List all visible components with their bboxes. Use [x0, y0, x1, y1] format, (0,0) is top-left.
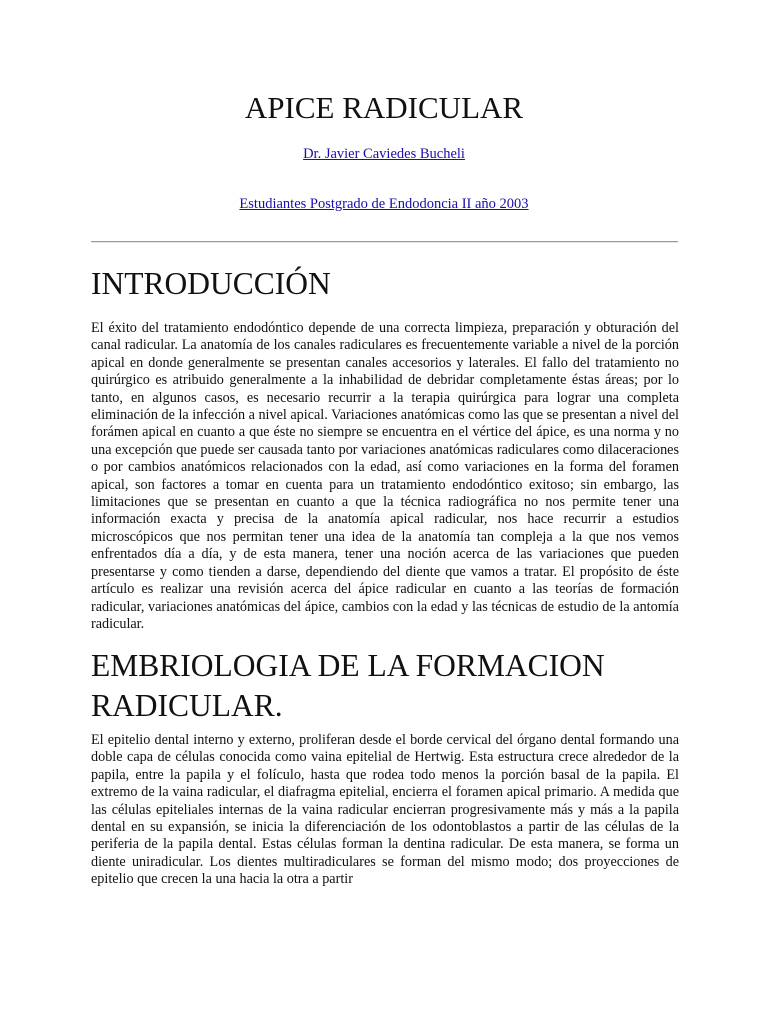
horizontal-divider [91, 241, 678, 243]
section-heading-embriologia: EMBRIOLOGIA DE LA FORMACION RADICULAR. [91, 648, 605, 723]
affiliation-line [0, 195, 768, 213]
section-heading-introduccion: INTRODUCCIÓN [91, 266, 331, 301]
section-paragraph-introduccion: El éxito del tratamiento endodóntico depende de una correcta limpieza, preparación y obturación del canal radicular. La anatomía de los canales radiculares es frecuentemente variable a nivel de la porción apical en donde generalmente se presentan canales accesorios y laterales. El fallo del tratamiento no quirúrgico es atribuido generalmente a la inhabilidad de debridar completamente éstas áreas; por lo tanto, en algunos casos, es necesario recurrir a la terapia quirúrgica para lograr una completa eliminación de la infección a nivel apical. Variaciones anatómicas como las que se presentan a nivel del forámen apical en cuanto a que éste no siempre se encuentra en el vértice del ápice, es una norma y no una excepción que puede ser causada tanto por variaciones anatómicas radiculares como dilaceraciones o por cambios anatómicos relacionados con la edad, así como variaciones en la forma del foramen apical, son factores a tomar en cuenta para un tratamiento endodóntico exitoso; sin embargo, las limitaciones que se presentan en cuanto a que la técnica radiográfica no nos permite tener una información exacta y precisa de la anatomía apical radicular, nos hace recurrir a estudios microscópicos que nos permitan tener una idea de la anatomía tan compleja a la que nos vemos enfrentados día a día, y de esta manera, tener una noción acerca de las variaciones que pueden presentarse y como tienden a darse, dependiendo del diente que vamos a tratar. El propósito de éste artículo es realizar una revisión acerca del ápice radicular en cuanto a las teorías de formación radicular, variaciones anatómicas del ápice, cambios con la edad y las técnicas de estudio de la antomía radicular. [91, 320, 679, 632]
affiliation-link[interactable]: Estudiantes Postgrado de Endodoncia II año 2003 [239, 196, 529, 212]
author-link[interactable]: Dr. Javier Caviedes Bucheli [303, 146, 465, 162]
author-line [0, 145, 768, 163]
document-title: APICE RADICULAR [244, 90, 524, 125]
section-paragraph-embriologia: El epitelio dental interno y externo, proliferan desde el borde cervical del órgano dental formando una doble capa de células conocida como vaina epitelial de Hertwig. Esta estructura crece alrededor de la papila, entre la papila y el folículo, hasta que rodea todo menos la porción basal de la papila. El extremo de la vaina radicular, el diafragma epitelial, encierra el foramen apical primario. A medida que las células epiteliales internas de la vaina radicular encierran progresivamente más y más a la papila dental en su expansión, se inicia la diferenciación de los odontoblastos a partir de las células de la periferia de la papila dental. Estas células forman la dentina radicular. De esta manera, se forma un diente uniradicular. Los dientes multiradiculares se forman del mismo modo; dos proyecciones de epitelio que crecen la una hacia la otra a partir [91, 732, 679, 888]
